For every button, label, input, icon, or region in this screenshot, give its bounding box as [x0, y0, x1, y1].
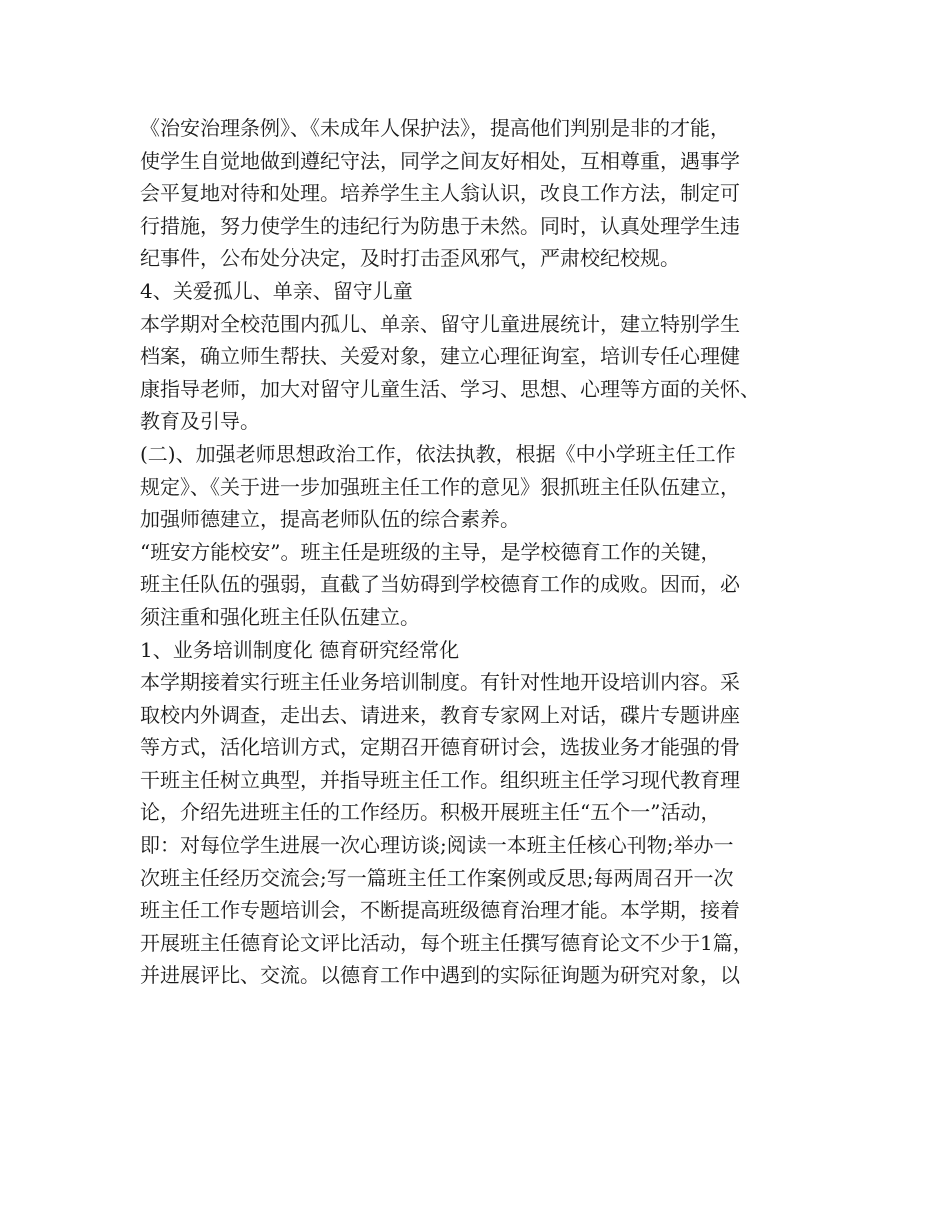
section-heading: 4、关爱孤儿、单亲、留守儿童: [140, 278, 413, 303]
text-line: 班主任工作专题培训会，不断提高班级德育治理才能。本学期，接着: [140, 898, 740, 923]
text-line: 班主任队伍的强弱，直截了当妨碍到学校德育工作的成败。因而，必: [140, 572, 740, 597]
section-heading: 1、业务培训制度化 德育研究经常化: [140, 637, 460, 662]
text-line: 干班主任树立典型，并指导班主任工作。组织班主任学习现代教育理: [140, 767, 740, 792]
text-line: 并进展评比、交流。以德育工作中遇到的实际征询题为研究对象，以: [140, 963, 740, 988]
text-line: 档案，确立师生帮扶、关爱对象，建立心理征询室，培训专任心理健: [140, 344, 740, 369]
text-line: 须注重和强化班主任队伍建立。: [140, 604, 420, 629]
text-line: 行措施，努力使学生的违纪行为防患于未然。同时，认真处理学生违: [140, 213, 740, 238]
text-line: 即：对每位学生进展一次心理访谈;阅读一本班主任核心刊物;举办一: [140, 833, 734, 858]
text-line: 规定》、《关于进一步加强班主任工作的意见》狠抓班主任队伍建立，: [140, 474, 740, 499]
text-line: 《治安治理条例》、《未成年人保护法》，提高他们判别是非的才能，: [140, 116, 730, 140]
text-line: 取校内外调查，走出去、请进来，教育专家网上对话，碟片专题讲座: [140, 702, 740, 727]
text-line: 康指导老师，加大对留守儿童生活、学习、思想、心理等方面的关怀、: [140, 376, 760, 401]
text-line: 本学期对全校范围内孤儿、单亲、留守儿童进展统计，建立特别学生: [140, 311, 740, 336]
document-page: [140, 112, 840, 992]
text-line: 等方式，活化培训方式，定期召开德育研讨会，选拔业务才能强的骨: [140, 735, 740, 760]
text-line: 论，介绍先进班主任的工作经历。积极开展班主任“五个一”活动，: [140, 800, 721, 825]
section-heading: (二)、加强老师思想政治工作，依法执教，根据《中小学班主任工作: [140, 441, 736, 466]
text-line: 教育及引导。: [140, 409, 260, 434]
text-line: 使学生自觉地做到遵纪守法，同学之间友好相处，互相尊重，遇事学: [140, 148, 740, 173]
text-line: 会平复地对待和处理。培养学生主人翁认识，改良工作方法，制定可: [140, 181, 740, 206]
text-line: “班安方能校安”。班主任是班级的主导，是学校德育工作的关键，: [140, 539, 721, 564]
text-line: 开展班主任德育论文评比活动，每个班主任撰写德育论文不少于1篇，: [140, 930, 753, 955]
text-line: 加强师德建立，提高老师队伍的综合素养。: [140, 507, 520, 532]
text-line: 本学期接着实行班主任业务培训制度。有针对性地开设培训内容。采: [140, 670, 740, 695]
text-line: 纪事件，公布处分决定，及时打击歪风邪气，严肃校纪校规。: [140, 246, 680, 271]
text-line: 次班主任经历交流会;写一篇班主任工作案例或反思;每两周召开一次: [140, 865, 734, 890]
